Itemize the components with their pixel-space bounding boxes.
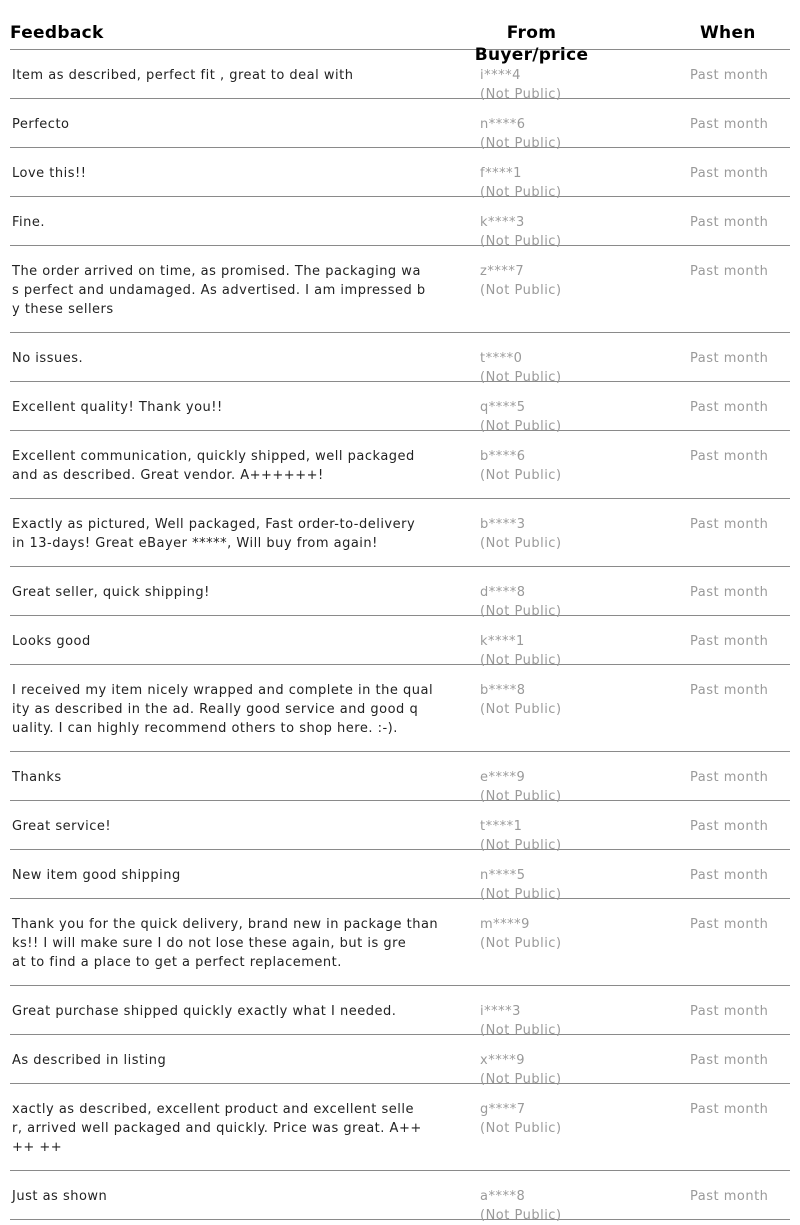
feedback-text: Great seller, quick shipping! — [12, 585, 210, 600]
feedback-text: I received my item nicely wrapped and complete in the qual ity as described in the ad. Really good service and good q uality. I can highly recommend others to shop here. :-). — [12, 683, 434, 736]
feedback-text: Looks good — [12, 634, 91, 649]
when-text: Past month — [690, 770, 769, 785]
buyer-cell — [480, 1187, 562, 1225]
table-row — [10, 1171, 790, 1223]
price-text: (Not Public) — [480, 87, 562, 102]
price-text: (Not Public) — [480, 1208, 562, 1223]
price-text: (Not Public) — [480, 283, 562, 298]
when-text: Past month — [690, 117, 769, 132]
when-text: Past month — [690, 400, 769, 415]
when-text: Past month — [690, 68, 769, 83]
table-row — [10, 665, 790, 752]
table-row — [10, 986, 790, 1038]
feedback-text: Thanks — [12, 770, 62, 785]
buyer-id: z****7 — [480, 264, 525, 279]
when-text: Past month — [690, 264, 769, 279]
buyer-id: t****1 — [480, 819, 523, 834]
feedback-text: Excellent quality! Thank you!! — [12, 400, 223, 415]
buyer-id: b****3 — [480, 517, 526, 532]
price-text: (Not Public) — [480, 234, 562, 249]
when-text: Past month — [690, 819, 769, 834]
table-row — [10, 1035, 790, 1087]
feedback-text: Perfecto — [12, 117, 70, 132]
feedback-text: Love this!! — [12, 166, 87, 181]
table-row — [10, 431, 790, 499]
table-row — [10, 801, 790, 853]
buyer-cell — [480, 262, 562, 300]
feedback-text: xactly as described, excellent product and excellent selle r, arrived well packaged and quickly. Price was great. A++ ++ ++ — [12, 1102, 422, 1155]
column-header-from-buyer: From Buyer/price — [474, 23, 589, 65]
buyer-id: a****8 — [480, 1189, 526, 1204]
table-row — [10, 616, 790, 668]
price-text: (Not Public) — [480, 887, 562, 902]
when-text: Past month — [690, 1102, 769, 1117]
price-text: (Not Public) — [480, 1023, 562, 1038]
when-text: Past month — [690, 517, 769, 532]
price-text: (Not Public) — [480, 789, 562, 804]
buyer-id: k****3 — [480, 215, 525, 230]
buyer-id: n****6 — [480, 117, 526, 132]
buyer-cell — [480, 1100, 562, 1138]
table-row — [10, 382, 790, 434]
when-text: Past month — [690, 917, 769, 932]
feedback-text: As described in listing — [12, 1053, 167, 1068]
table-row — [10, 567, 790, 619]
price-text: (Not Public) — [480, 136, 562, 151]
table-row — [10, 246, 790, 333]
when-text: Past month — [690, 1189, 769, 1204]
price-text: (Not Public) — [480, 185, 562, 200]
table-row — [10, 499, 790, 567]
table-row — [10, 99, 790, 151]
feedback-table — [10, 0, 790, 1223]
price-text: (Not Public) — [480, 838, 562, 853]
buyer-id: i****4 — [480, 68, 521, 83]
feedback-text: No issues. — [12, 351, 84, 366]
buyer-id: t****0 — [480, 351, 523, 366]
price-text: (Not Public) — [480, 702, 562, 717]
price-text: (Not Public) — [480, 1121, 562, 1136]
buyer-id: k****1 — [480, 634, 525, 649]
when-text: Past month — [690, 1053, 769, 1068]
column-header-when: When — [700, 23, 756, 43]
feedback-text: New item good shipping — [12, 868, 181, 883]
feedback-text: The order arrived on time, as promised. The packaging wa s perfect and undamaged. As advertised. I am impressed b y these sellers — [12, 264, 426, 317]
table-row — [10, 333, 790, 385]
price-text: (Not Public) — [480, 419, 562, 434]
column-header-feedback: Feedback — [10, 23, 104, 43]
table-row — [10, 148, 790, 200]
price-text: (Not Public) — [480, 653, 562, 668]
price-text: (Not Public) — [480, 468, 562, 483]
when-text: Past month — [690, 449, 769, 464]
table-header — [10, 0, 790, 65]
buyer-cell — [480, 515, 562, 553]
buyer-cell — [480, 447, 562, 485]
feedback-text: Excellent communication, quickly shipped, well packaged and as described. Great vendor. A++++++! — [12, 449, 415, 483]
when-text: Past month — [690, 351, 769, 366]
table-row — [10, 899, 790, 986]
buyer-id: m****9 — [480, 917, 530, 932]
feedback-text: Great service! — [12, 819, 112, 834]
buyer-id: d****8 — [480, 585, 526, 600]
buyer-id: b****6 — [480, 449, 526, 464]
feedback-text: Exactly as pictured, Well packaged, Fast order-to-delivery in 13-days! Great eBayer *****, Will buy from again! — [12, 517, 416, 551]
table-row — [10, 850, 790, 902]
when-text: Past month — [690, 868, 769, 883]
feedback-text: Item as described, perfect fit , great to deal with — [12, 68, 354, 83]
buyer-id: e****9 — [480, 770, 526, 785]
buyer-id: n****5 — [480, 868, 526, 883]
buyer-cell — [480, 915, 562, 953]
when-text: Past month — [690, 585, 769, 600]
price-text: (Not Public) — [480, 604, 562, 619]
table-row — [10, 1084, 790, 1171]
buyer-id: x****9 — [480, 1053, 525, 1068]
feedback-text: Thank you for the quick delivery, brand new in package than ks!! I will make sure I do not lose these again, but is gre at to find a place to get a perfect replacement. — [12, 917, 439, 970]
when-text: Past month — [690, 215, 769, 230]
when-text: Past month — [690, 634, 769, 649]
when-text: Past month — [690, 1004, 769, 1019]
buyer-id: f****1 — [480, 166, 522, 181]
table-row — [10, 50, 790, 102]
table-row — [10, 752, 790, 804]
when-text: Past month — [690, 683, 769, 698]
when-text: Past month — [690, 166, 769, 181]
buyer-id: b****8 — [480, 683, 526, 698]
price-text: (Not Public) — [480, 536, 562, 551]
feedback-text: Just as shown — [12, 1189, 108, 1204]
price-text: (Not Public) — [480, 1072, 562, 1087]
buyer-id: g****7 — [480, 1102, 526, 1117]
buyer-cell — [480, 681, 562, 719]
feedback-text: Fine. — [12, 215, 46, 230]
price-text: (Not Public) — [480, 936, 562, 951]
feedback-text: Great purchase shipped quickly exactly what I needed. — [12, 1004, 397, 1019]
buyer-id: i****3 — [480, 1004, 521, 1019]
price-text: (Not Public) — [480, 370, 562, 385]
buyer-id: q****5 — [480, 400, 526, 415]
table-body — [10, 50, 790, 1223]
table-row — [10, 197, 790, 249]
